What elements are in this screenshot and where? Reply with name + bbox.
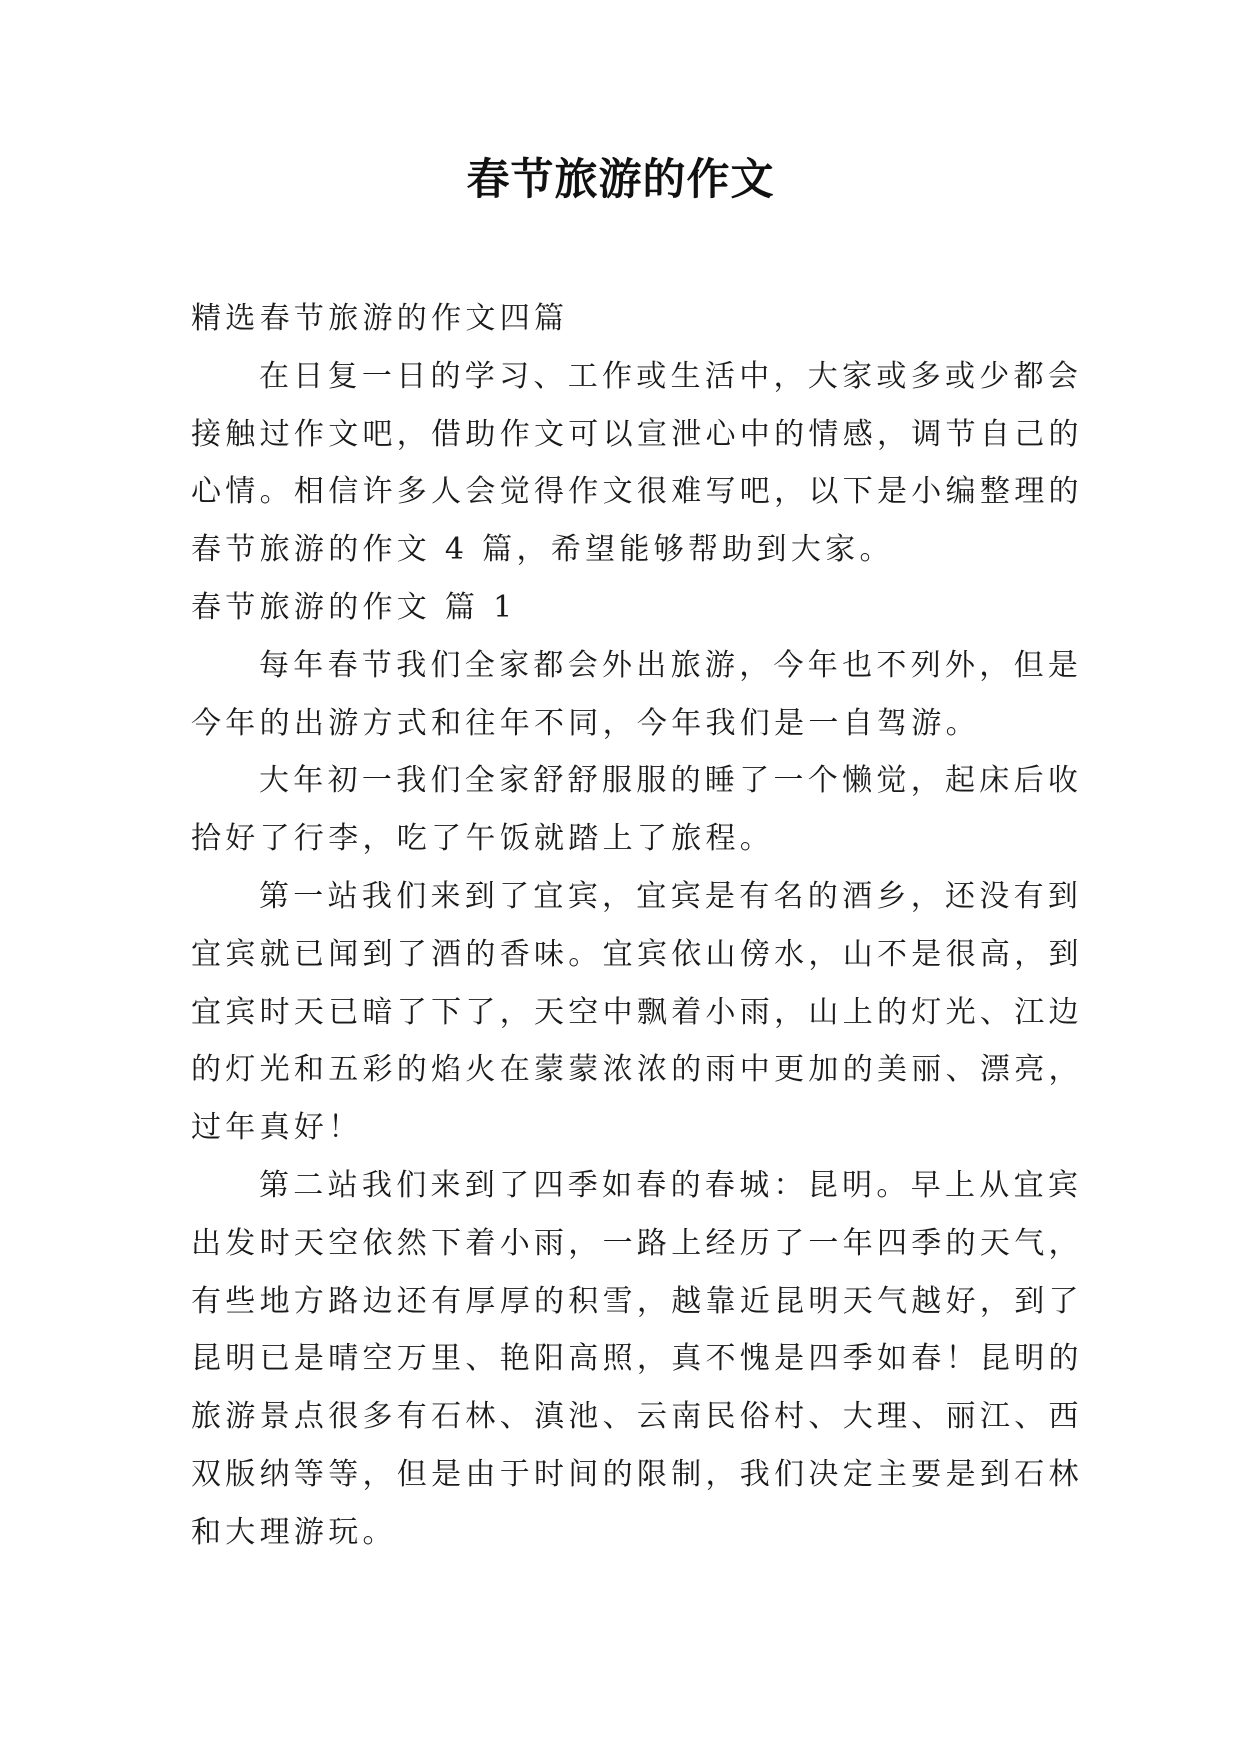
document-body — [191, 290, 1083, 1562]
paragraph-line: 的灯光和五彩的焰火在蒙蒙浓浓的雨中更加的美丽、漂亮， — [191, 1052, 1083, 1088]
intro-paragraph — [191, 348, 1083, 579]
subtitle: 精选春节旅游的作文四篇 — [191, 301, 569, 336]
intro-line: 在日复一日的学习、工作或生活中，大家或多或少都会 — [259, 358, 1083, 394]
paragraph-line: 和大理游玩。 — [191, 1514, 397, 1550]
section-heading: 春节旅游的作文 篇 1 — [191, 589, 517, 625]
paragraph-line: 大年初一我们全家舒舒服服的睡了一个懒觉，起床后收 — [259, 763, 1083, 799]
paragraph-line: 双版纳等等，但是由于时间的限制，我们决定主要是到石林 — [191, 1456, 1083, 1492]
paragraph-3 — [191, 868, 1083, 1157]
paragraph-line: 旅游景点很多有石林、滇池、云南民俗村、大理、丽江、西 — [191, 1399, 1083, 1435]
paragraph-line: 昆明已是晴空万里、艳阳高照，真不愧是四季如春！昆明的 — [191, 1341, 1083, 1377]
paragraph-line: 宜宾时天已暗了下了，天空中飘着小雨，山上的灯光、江边 — [191, 994, 1083, 1030]
paragraph-line: 出发时天空依然下着小雨，一路上经历了一年四季的天气， — [191, 1225, 1083, 1261]
paragraph-4 — [191, 1157, 1083, 1562]
paragraph-line: 第一站我们来到了宜宾，宜宾是有名的酒乡，还没有到 — [259, 878, 1083, 914]
paragraph-1 — [191, 637, 1083, 753]
page-title: 春节旅游的作文 — [466, 155, 775, 205]
paragraph-2 — [191, 752, 1083, 868]
paragraph-line: 拾好了行李，吃了午饭就踏上了旅程。 — [191, 821, 775, 857]
intro-line: 接触过作文吧，借助作文可以宣泄心中的情感，调节自己的 — [191, 416, 1083, 452]
paragraph-line: 今年的出游方式和往年不同，今年我们是一自驾游。 — [191, 705, 980, 741]
paragraph-line: 每年春节我们全家都会外出旅游，今年也不列外，但是 — [259, 647, 1083, 683]
paragraph-line: 第二站我们来到了四季如春的春城：昆明。早上从宜宾 — [259, 1167, 1083, 1203]
paragraph-line: 宜宾就已闻到了酒的香味。宜宾依山傍水，山不是很高，到 — [191, 936, 1083, 972]
intro-line: 春节旅游的作文 4 篇，希望能够帮助到大家。 — [191, 532, 894, 568]
paragraph-line: 有些地方路边还有厚厚的积雪，越靠近昆明天气越好，到了 — [191, 1283, 1083, 1319]
intro-line: 心情。相信许多人会觉得作文很难写吧，以下是小编整理的 — [191, 474, 1083, 510]
paragraph-line: 过年真好！ — [191, 1110, 363, 1146]
